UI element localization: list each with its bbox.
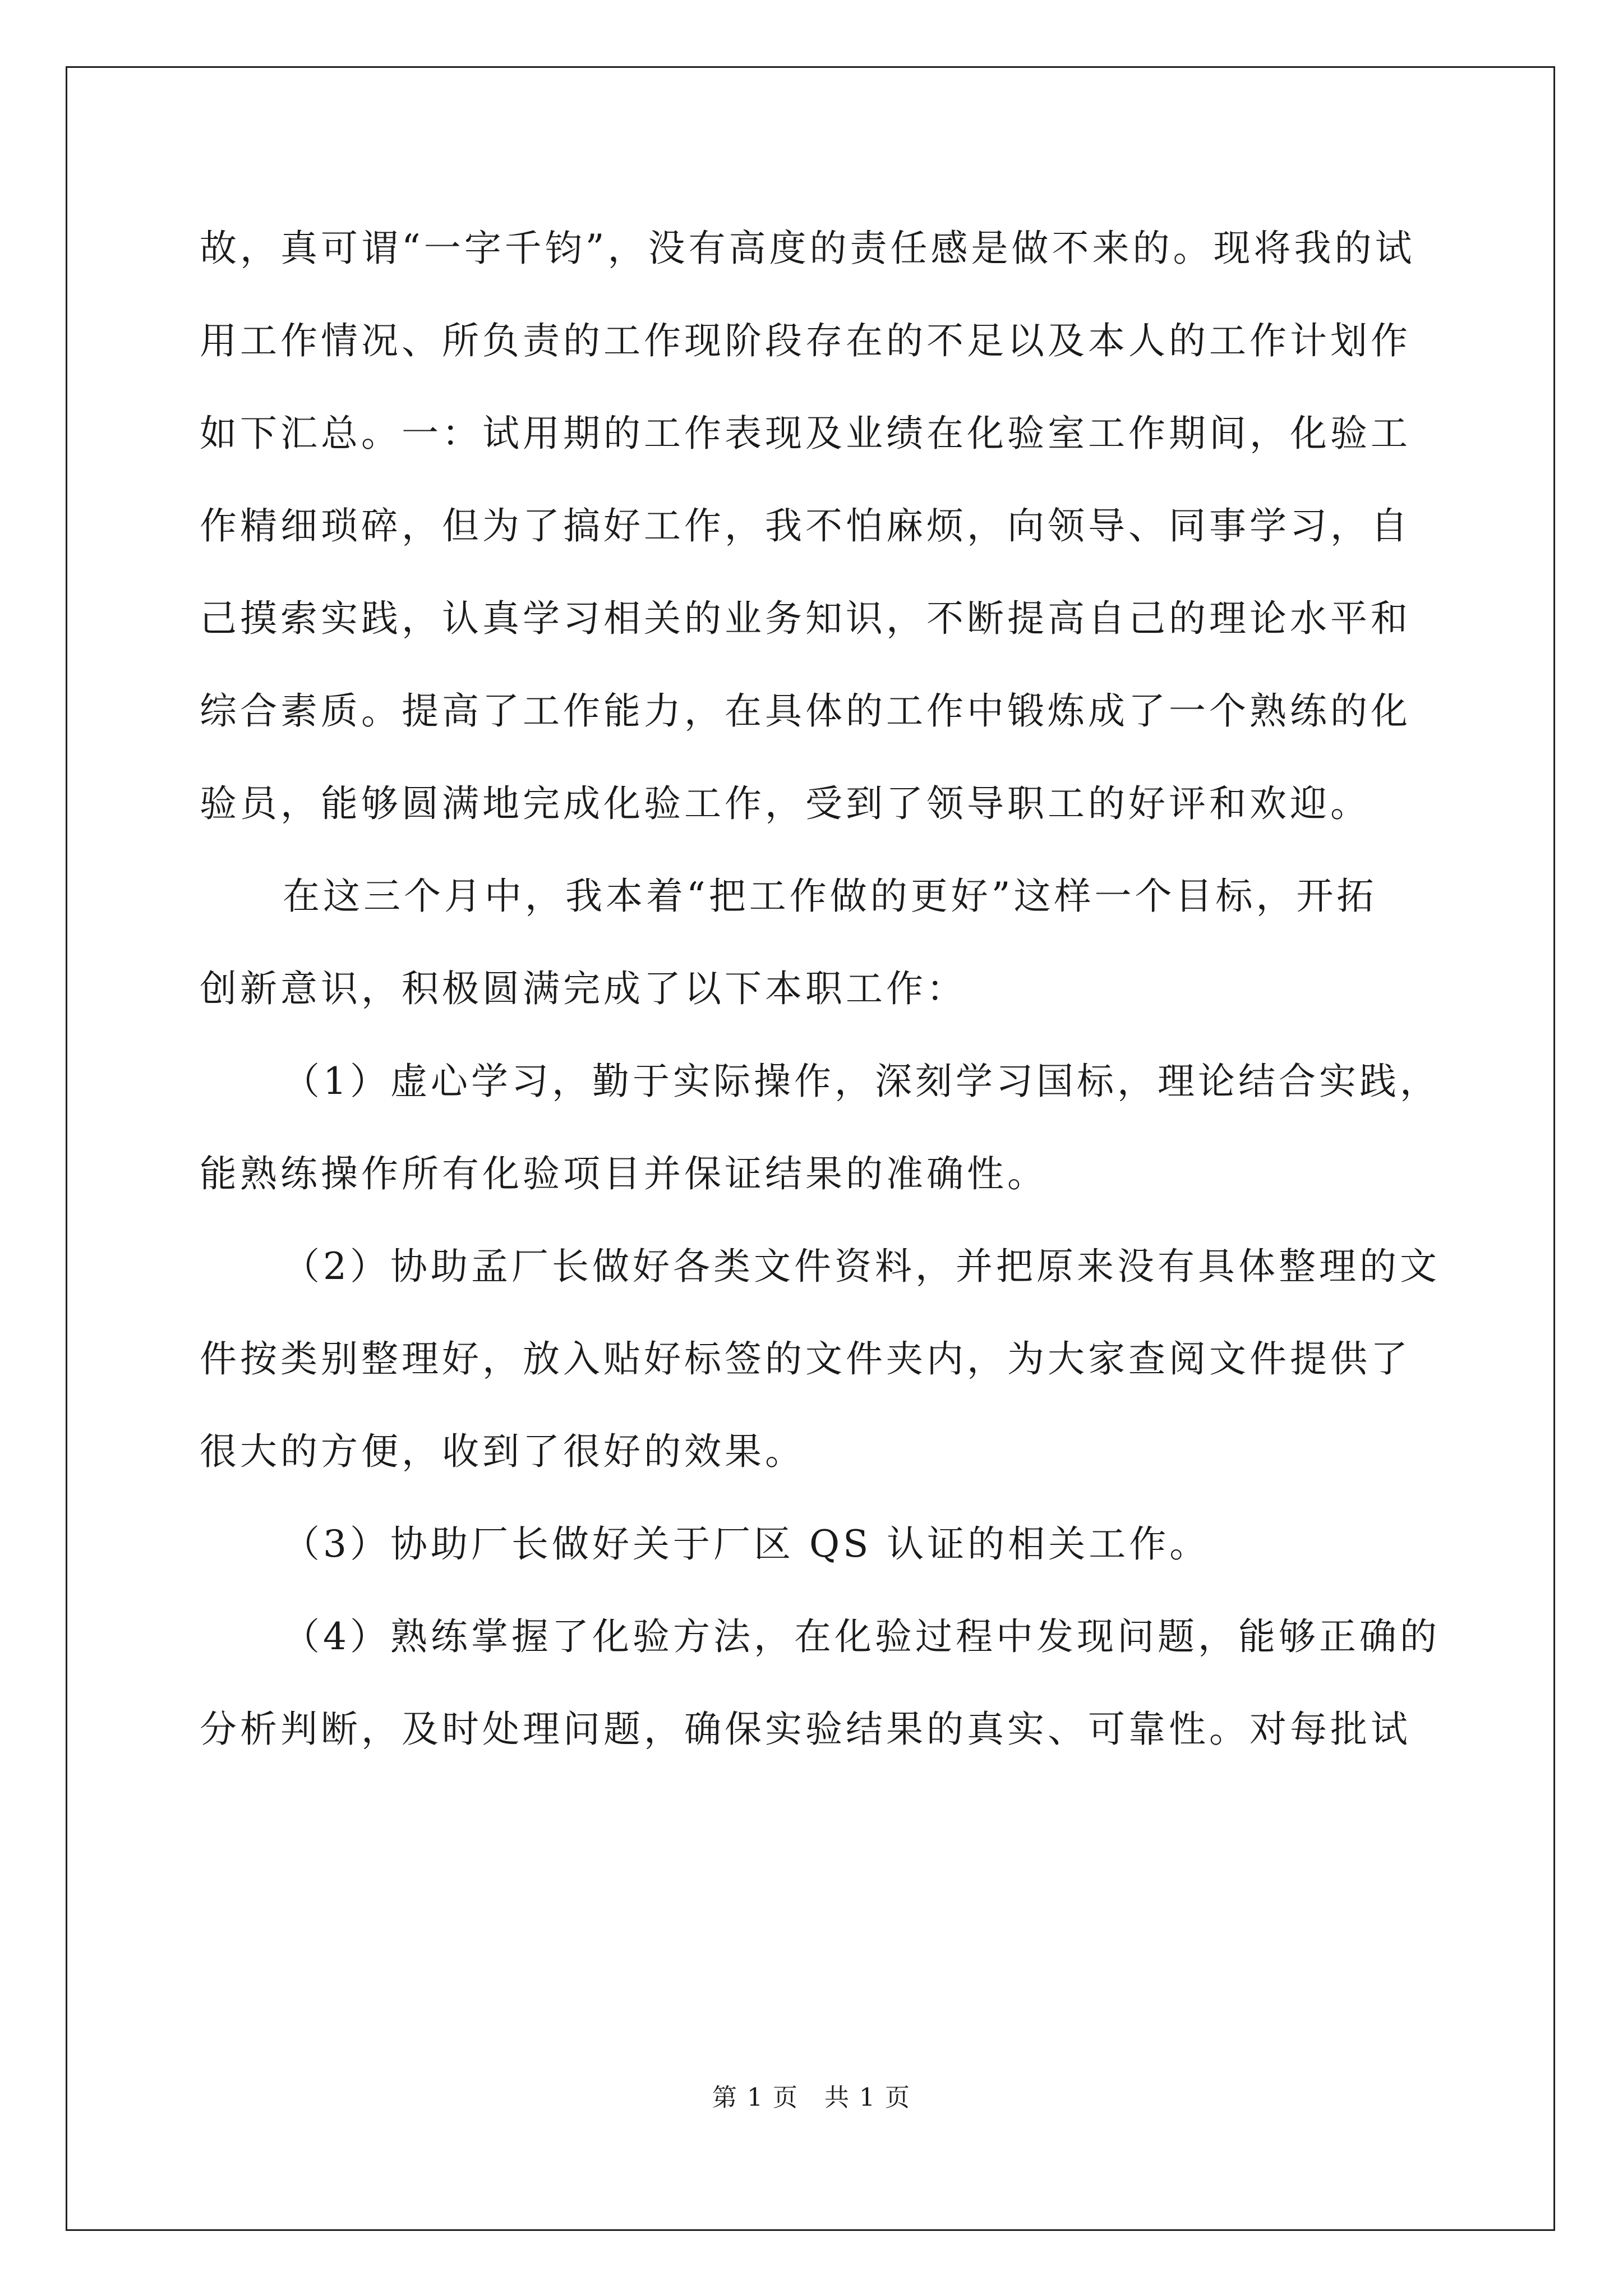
text-line: 己摸索实践，认真学习相关的业务知识，不断提高自己的理论水平和	[200, 597, 1411, 640]
paragraph-item-3	[200, 1498, 1428, 1590]
paragraph-item-4	[200, 1590, 1440, 1775]
paragraph-three-months	[200, 850, 1428, 1035]
text-line: 能熟练操作所有化验项目并保证结果的准确性。	[200, 1152, 1048, 1195]
text-line: （3）协助厂长做好关于厂区 QS 认证的相关工作。	[283, 1522, 1210, 1566]
document-body	[200, 202, 1440, 1775]
text-line: 在这三个月中，我本着“把工作做的更好”这样一个目标，开拓	[283, 875, 1377, 918]
text-line: 分析判断，及时处理问题，确保实验结果的真实、可靠性。对每批试	[200, 1708, 1411, 1751]
paragraph-item-1	[200, 1035, 1440, 1220]
text-line: 验员，能够圆满地完成化验工作，受到了领导职工的好评和欢迎。	[200, 782, 1371, 825]
text-line: 创新意识，积极圆满完成了以下本职工作：	[200, 967, 967, 1010]
text-line: 如下汇总。一：试用期的工作表现及业绩在化验室工作期间，化验工	[200, 412, 1411, 455]
text-line: 用工作情况、所负责的工作现阶段存在的不足以及本人的工作计划作	[200, 319, 1411, 362]
text-line: 故，真可谓“一字千钧”，没有高度的责任感是做不来的。现将我的试	[200, 227, 1415, 270]
text-line: 很大的方便，收到了很好的效果。	[200, 1430, 805, 1473]
text-line: 作精细琐碎，但为了搞好工作，我不怕麻烦，向领导、同事学习，自	[200, 504, 1411, 547]
page-footer: 第 1 页 共 1 页	[712, 2083, 911, 2112]
paragraph-item-2	[200, 1220, 1440, 1498]
text-line: 综合素质。提高了工作能力，在具体的工作中锻炼成了一个熟练的化	[200, 689, 1411, 733]
paragraph-intro	[200, 202, 1428, 850]
text-line: （1）虚心学习，勤于实际操作，深刻学习国标，理论结合实践，	[283, 1060, 1440, 1103]
text-line: （4）熟练掌握了化验方法，在化验过程中发现问题，能够正确的	[283, 1615, 1440, 1658]
text-line: 件按类别整理好，放入贴好标签的文件夹内，为大家查阅文件提供了	[200, 1337, 1411, 1381]
text-line: （2）协助孟厂长做好各类文件资料，并把原来没有具体整理的文	[283, 1245, 1440, 1288]
